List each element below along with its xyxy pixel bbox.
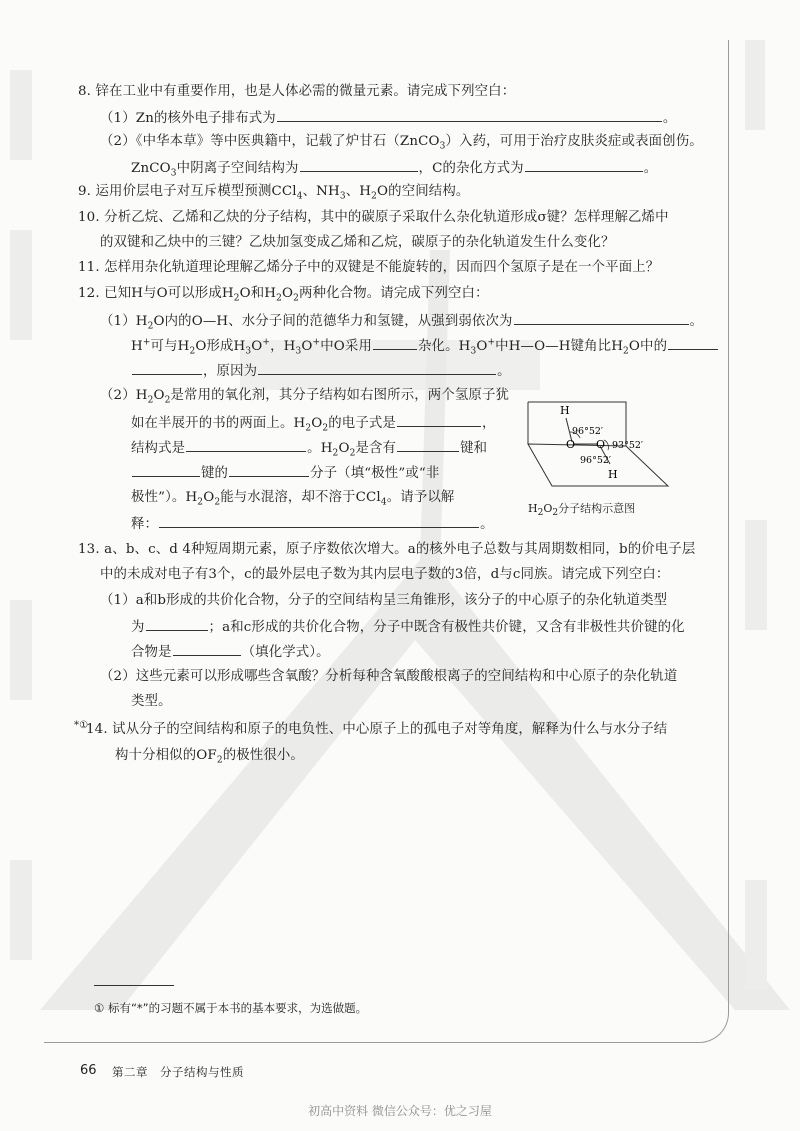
q13-part1-line2: 为 ；a和c形成的共价化合物，分子中既含有极性共价键，又含有非极性共价键的化	[131, 616, 685, 638]
h-label-top: H	[560, 404, 570, 417]
footnote: ① 标有“*”的习题不属于本书的基本要求，为选做题。	[94, 1001, 368, 1015]
q12-stem: 12. 已知H与O可以形成$H_2O$和$H_2O_2$两种化合物。请完成下列空白：	[78, 286, 489, 304]
q12-answer-blank-2[interactable]	[373, 335, 417, 350]
angle-label-1: 96°52′	[572, 426, 604, 437]
q8-part1: （1）Zn的核外电子排布式为 。	[100, 107, 676, 129]
q14-line2: 构十分相似的$OF_2$的极性很小。	[115, 748, 304, 766]
q13-answer-blank-2[interactable]	[173, 641, 241, 656]
q12-answer-blank-1[interactable]	[514, 310, 689, 325]
chapter-title: 第二章 分子结构与性质	[112, 1065, 244, 1079]
angle-label-2: 93°52′	[612, 440, 644, 451]
q13-part1-line1: （1）a和b形成的共价化合物，分子的空间结构呈三角锥形，该分子的中心原子的杂化轨道类型	[100, 593, 668, 608]
q10-line2: 的双键和乙炔中的三键？乙炔加氢变成乙烯和乙烷，碳原子的杂化轨道发生什么变化？	[100, 235, 615, 250]
q12-part1-line3: ，原因为 。	[131, 360, 511, 382]
q12-part1-line2: H+可与$H_2O$形成$H_3O^+$，$H_3O^+$中O采用 杂化。$H_3O^+$中H—O—H键角比$H_2O$中的	[131, 335, 719, 357]
q12-part2-line2: 如在半展开的书的两面上。$H_2O_2$的电子式是 ，	[131, 412, 496, 434]
h-label-bottom: H	[608, 468, 618, 481]
q12-part2-line6: 释： 。	[131, 513, 494, 535]
q12-answer-blank-5[interactable]	[258, 360, 496, 375]
q12-part2-line4: 键的 分子（填“极性”或“非	[131, 462, 439, 484]
o-label-right: O	[596, 438, 606, 451]
q8-stem: 8. 锌在工业中有重要作用，也是人体必需的微量元素。请完成下列空白：	[78, 84, 516, 99]
q9-text: 9. 运用价层电子对互斥模型预测CCl$_4$、$NH_3$、$H_2O$的空间结构。	[78, 184, 470, 202]
q12-answer-blank-10[interactable]	[229, 462, 309, 477]
q12-part2-line5: 极性”）。$H_2O_2$能与水混溶，却不溶于CCl$_4$。请予以解	[131, 490, 455, 508]
q13-answer-blank-1[interactable]	[146, 616, 208, 631]
footnote-rule	[94, 985, 174, 986]
q12-answer-blank-6[interactable]	[397, 412, 481, 427]
q13-part1-line3: 合物是 （填化学式）。	[131, 641, 330, 663]
q10-line1: 10. 分析乙烷、乙烯和乙炔的分子结构，其中的碳原子采取什么杂化轨道形成σ键？怎样理解乙烯中	[78, 210, 669, 225]
page-number: 66	[80, 1063, 97, 1078]
q13-part2-line1: （2）这些元素可以形成哪些含氧酸？分析每种含氧酸酸根离子的空间结构和中心原子的杂化轨道	[100, 669, 678, 684]
h2o2-structure-diagram	[518, 394, 690, 490]
q12-part2-line1: $(2)H_2O_2$是常用的氧化剂，其分子结构如右图所示，两个氢原子犹	[100, 388, 510, 406]
q14-line1: 14. 试从分子的空间结构和原子的电负性、中心原子上的孤电子对等角度，解释为什么与水分子结	[86, 722, 668, 737]
q11-line1: 11. 怎样用杂化轨道理论理解乙烯分子中的双键是不能旋转的，因而四个氢原子是在一个平面上？	[78, 260, 660, 275]
q8-part2-line1: （2）《中华本草》等中医典籍中，记载了炉甘石（ZnCO$_3$）入药，可用于治疗皮肤炎症或表面创伤。	[100, 134, 703, 152]
q12-part1-line1: $(1)H_2O$内的O—H、水分子间的范德华力和氢键，从强到弱依次为 。	[100, 310, 703, 332]
q13-part2-line2: 类型。	[131, 694, 172, 709]
q8-answer-blank-2[interactable]	[300, 157, 418, 172]
o-label-left: O	[566, 438, 576, 451]
q8-answer-blank-1[interactable]	[277, 107, 662, 122]
figure-caption: $H_2O_2$分子结构示意图	[528, 502, 636, 519]
q13-line2: 中的未成对电子有3个，c的最外层电子数为其内层电子数的3倍，d与c同族。请完成下列空白：	[100, 567, 670, 582]
q8-part2-line2: ZnCO$_3$中阴离子空间结构为 ，C的杂化方式为 。	[131, 157, 657, 179]
q12-part2-line3: 结构式是 。$H_2O_2$是含有 键和	[131, 437, 487, 459]
q12-answer-blank-8[interactable]	[397, 437, 459, 452]
q14-optional-mark: *①	[74, 720, 89, 731]
q12-answer-blank-3[interactable]	[668, 335, 718, 350]
q12-answer-blank-11[interactable]	[159, 513, 479, 528]
bottom-source-note: 初高中资料 微信公众号：优之习屋	[308, 1104, 492, 1118]
q12-answer-blank-7[interactable]	[186, 437, 306, 452]
q13-line1: 13. a、b、c、d 4种短周期元素，原子序数依次增大。a的核外电子总数与其周期数相同，b的价电子层	[78, 542, 696, 557]
q12-answer-blank-4[interactable]	[132, 360, 202, 375]
q12-answer-blank-9[interactable]	[132, 462, 200, 477]
q8-answer-blank-3[interactable]	[525, 157, 643, 172]
angle-label-3: 96°52′	[580, 455, 612, 466]
